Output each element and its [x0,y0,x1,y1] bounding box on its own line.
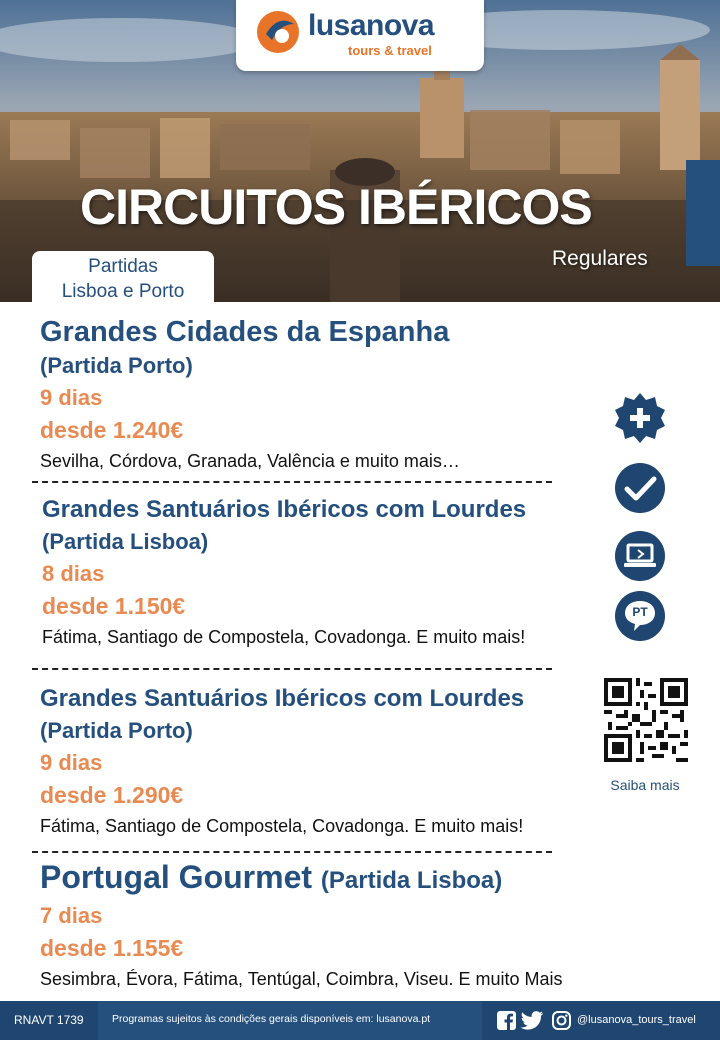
tour-places: Fátima, Santiago de Compostela, Covadonga. E muito mais! [40,816,524,836]
brand-tagline: tours & travel [348,43,432,58]
tour-places: Sevilha, Córdova, Granada, Valência e muito mais… [40,451,460,471]
language-label: PT [632,605,648,619]
tour-price: desde 1.150€ [42,593,186,619]
tour-price: desde 1.290€ [40,782,184,808]
page-subtitle: Regulares [552,247,648,270]
tour-card[interactable] [40,314,640,476]
qr-code[interactable] [604,678,688,762]
brand-name: lusanova [308,9,435,42]
tour-places: Fátima, Santiago de Compostela, Covadonga. E muito mais! [42,627,526,647]
tour-departure: (Partida Lisboa) [42,529,209,554]
tour-duration: 9 dias [40,385,103,410]
tour-card[interactable] [40,683,640,841]
lusanova-logo-icon [256,10,300,54]
tour-departure: (Partida Lisboa) [320,867,503,894]
tour-card[interactable] [40,858,640,994]
language-badge [614,590,666,642]
plus-badge-icon [614,392,666,444]
footer [0,1001,720,1040]
tour-duration: 7 dias [40,903,103,928]
tour-title: Grandes Santuários Ibéricos com Lourdes [40,685,525,712]
tour-duration: 8 dias [42,561,105,586]
tour-card[interactable] [42,494,642,652]
license-box [0,1001,98,1040]
side-accent-bar [686,160,720,266]
brand-logo [236,0,484,71]
page-title: CIRCUITOS IBÉRICOS [80,179,592,235]
section-divider [32,851,552,853]
hero-banner [0,0,720,302]
tour-title: Grandes Santuários Ibéricos com Lourdes [42,496,527,523]
tour-title-text: Portugal Gourmet [40,859,313,895]
departures-cities: Lisboa e Porto [61,281,185,302]
legal-notice[interactable]: Programas sujeitos às condições gerais disponíveis em: lusanova.pt [112,1013,431,1025]
section-divider [32,481,552,483]
tour-price: desde 1.155€ [40,935,184,961]
check-circle-icon [614,462,666,514]
facebook-icon[interactable] [497,1011,516,1030]
license-number: RNAVT 1739 [14,1013,84,1027]
qr-caption[interactable]: Saiba mais [610,777,680,793]
departures-box [32,251,214,302]
tour-title: Grandes Cidades da Espanha [40,316,450,348]
departures-label: Partidas [88,256,158,277]
tour-places: Sesimbra, Évora, Fátima, Tentúgal, Coimbra, Viseu. E muito Mais [40,969,563,989]
tour-duration: 9 dias [40,750,103,775]
section-divider [32,668,552,670]
twitter-icon[interactable] [520,1011,544,1030]
tour-departure: (Partida Porto) [40,353,193,378]
instagram-icon[interactable] [552,1011,571,1030]
laptop-icon [614,530,666,582]
tour-title [40,858,640,900]
social-handle[interactable]: @lusanova_tours_travel [577,1014,696,1026]
tour-price: desde 1.240€ [40,417,184,443]
tour-departure: (Partida Porto) [40,718,193,743]
